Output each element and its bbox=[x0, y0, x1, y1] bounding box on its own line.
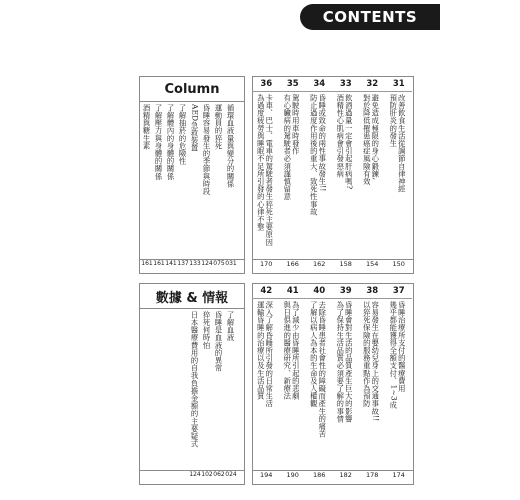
page-number: 075 bbox=[213, 260, 225, 267]
page-number: 161 bbox=[153, 260, 165, 267]
page-number: 154 bbox=[366, 260, 379, 268]
contents-title: CONTENTS bbox=[322, 8, 418, 26]
entry-title: 循環血液量與變分的關係 bbox=[226, 104, 236, 188]
page-number: 161 bbox=[141, 260, 153, 267]
number-divider bbox=[252, 298, 412, 299]
article-title: 改善飲食生活從調節自律神經 預防肝炎的發生 bbox=[389, 94, 407, 193]
page-number: 062 bbox=[213, 471, 225, 478]
number-divider bbox=[252, 91, 412, 92]
article-number: 35 bbox=[286, 79, 299, 89]
entry-title: 猝死何時怕 bbox=[202, 311, 212, 349]
page-number: 124 bbox=[201, 260, 213, 267]
page-number: 170 bbox=[260, 260, 273, 268]
entry-title: 昏睡容易發生的季節與時段 bbox=[202, 104, 212, 196]
entry-title: 運動員的猝死 bbox=[214, 104, 224, 150]
article-number: 31 bbox=[392, 79, 405, 89]
article-title: 飲酒過量一定會引起肝病嗎? 酒精性心肌病會引發惡病 bbox=[336, 94, 354, 190]
article-title: 昏睡或致命的兩性事故發生!! 防止過度作用後的重大、致死性事故 bbox=[309, 94, 328, 216]
article-title: 去除昏睡患者社會性的障礙而產生的痛苦 了解以病人為本的生命及人權觀 bbox=[309, 301, 328, 438]
article-title: 昏睡治療所支付的醫療費用 幾乎都能獲得全額支付、1∼3成 bbox=[389, 301, 407, 409]
page-number: 150 bbox=[392, 260, 405, 268]
page-number: 158 bbox=[339, 260, 352, 268]
entry-title: 了解壓力與身體的關係 bbox=[154, 104, 164, 180]
article-number: 38 bbox=[366, 286, 379, 296]
article-title: 深入了解昏睡所引發的日常生活 運輸昏睡的治療以及生活品質 bbox=[256, 301, 275, 408]
article-number: 33 bbox=[339, 79, 352, 89]
entry-title: 了解體內的身體的關係 bbox=[166, 104, 176, 180]
article-number: 36 bbox=[260, 79, 273, 89]
article-number: 40 bbox=[313, 286, 326, 296]
article-title: 卡車、巴士、電車的駕駛者發生猝死主要原因 為過度疲勞與睡眠不足所引發的心律不整 bbox=[256, 94, 275, 246]
entry-title: 酒精與糖生素 bbox=[142, 104, 152, 150]
page-number: 133 bbox=[189, 260, 201, 267]
page-number: 174 bbox=[392, 471, 405, 479]
article-title: 避免造成極限的身心鍛鍊, 對於降低罹患癌症風險有效 bbox=[362, 94, 381, 186]
page-number: 186 bbox=[313, 471, 326, 479]
page-number: 162 bbox=[313, 260, 326, 268]
page-number: 178 bbox=[366, 471, 379, 479]
entry-title: AED急救裝置 bbox=[190, 104, 200, 152]
entry-title: 了解抽菸的危險性 bbox=[178, 104, 188, 165]
page-number: 190 bbox=[286, 471, 299, 479]
article-number: 42 bbox=[260, 286, 273, 296]
column-heading: Column bbox=[140, 77, 244, 102]
entry-title: 昏睡是血液的異常 bbox=[214, 311, 224, 372]
article-number: 39 bbox=[339, 286, 352, 296]
article-number: 41 bbox=[286, 286, 299, 296]
article-number: 32 bbox=[366, 79, 379, 89]
page-number: 166 bbox=[286, 260, 299, 268]
article-title: 容易發生在嬰幼兒身上的交通事故!! 以猝死保險的服務重點作為預防 bbox=[362, 301, 381, 422]
data-heading: 數據 & 情報 bbox=[140, 284, 244, 309]
article-title: 昏睡會對生活的品質產生巨大的影響 為了保持生活品質必須要了解的事情 bbox=[336, 301, 354, 423]
article-title: 為了減少由昏睡所引起的悲劇 與日俱進的醫療研究、新療法 bbox=[283, 301, 301, 400]
article-number: 34 bbox=[313, 79, 326, 89]
page-number: 182 bbox=[339, 471, 352, 479]
entry-title: 了解血液 bbox=[226, 311, 236, 342]
entry-title: 日本醫療費用的自我負擔金額的主要疑式 bbox=[190, 311, 200, 448]
page-number: 137 bbox=[177, 260, 189, 267]
page-number: 031 bbox=[225, 260, 237, 267]
page-number: 141 bbox=[165, 260, 177, 267]
page-number: 024 bbox=[225, 471, 237, 478]
article-title: 駕駛時用車時發作 有心臟病的駕駛者必須謹慎留意 bbox=[283, 94, 301, 201]
page-number: 194 bbox=[260, 471, 273, 479]
page-number: 102 bbox=[201, 471, 213, 478]
contents-banner bbox=[300, 4, 440, 30]
page-number: 124 bbox=[189, 471, 201, 478]
article-number: 37 bbox=[392, 286, 405, 296]
